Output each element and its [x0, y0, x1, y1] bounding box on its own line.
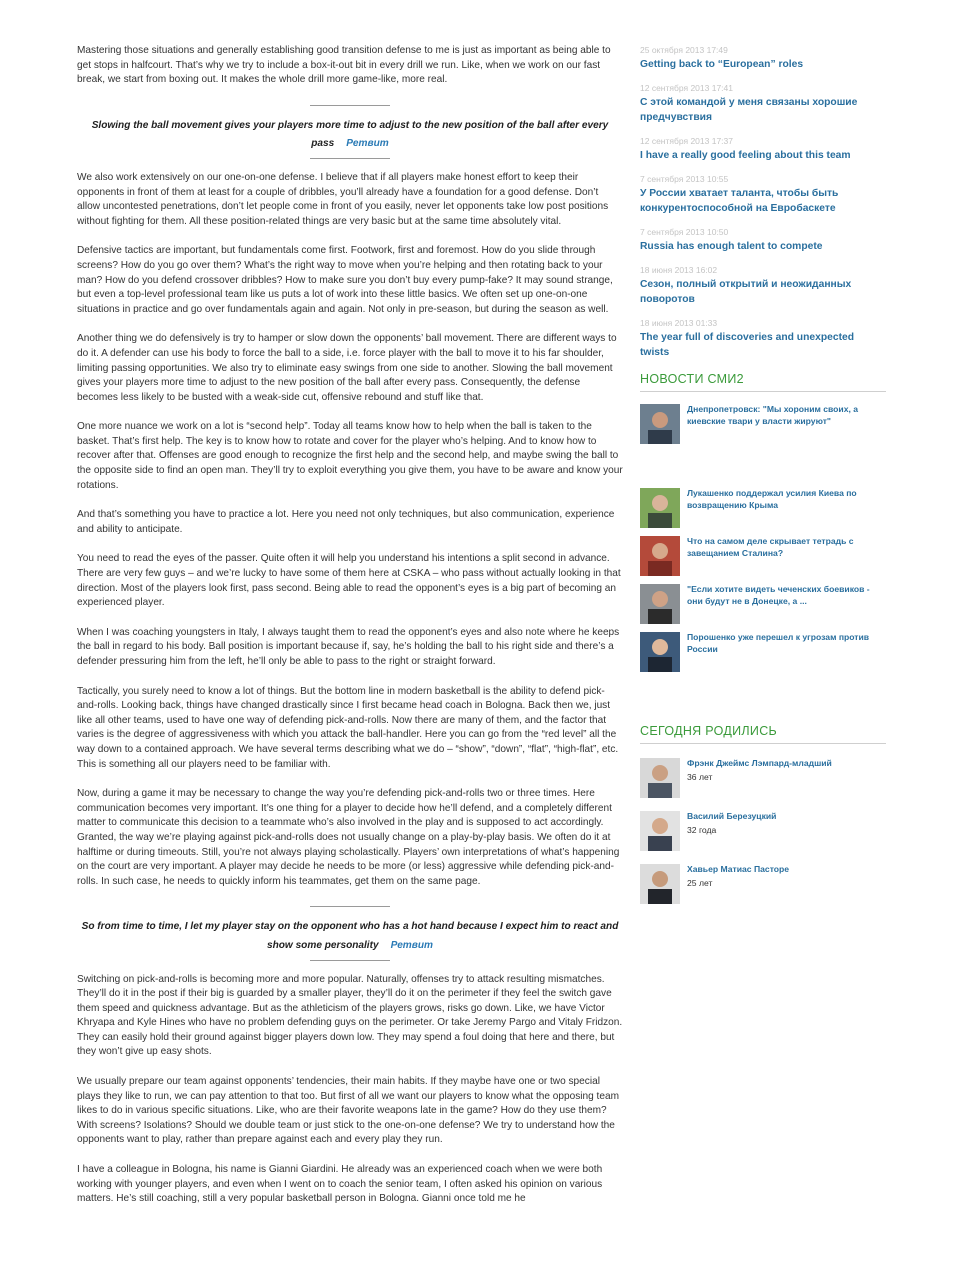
person-photo[interactable]	[640, 864, 680, 904]
news-title-link[interactable]: У России хватает таланта, чтобы быть конкурентоспособной на Евробаскете	[640, 188, 839, 214]
news-date: 25 октября 2013 17:49	[640, 45, 728, 55]
article-body	[77, 44, 623, 1222]
article-paragraph: Another thing we do defensively is try to hamper or slow down the opponents’ ball movement. There are different ways to do it. A defender can use his body to force the ball to a side, i.e. force player with the ball to move it to his far shoulder, limiting passing opportunities. We also try to eliminate easy swings from one side to another. Slowing the ball movement gives your players more time to adjust to the new position of the ball after every pass. Consequently, the defense becomes less likely to be busted with a weak-side cut, offensive rebound and stuff like that.	[77, 333, 617, 403]
news-title-link[interactable]: The year full of discoveries and unexpected twists	[640, 332, 855, 358]
news-date: 18 июня 2013 01:33	[640, 318, 718, 328]
article-paragraph: When I was coaching youngsters in Italy, I always taught them to read the opponent’s eyes and also note where he keeps the ball in regard to his body. Ball position is important because if, say, he’s holding the ball to his right side and there’s a defender pressuring him from the left, he’ll only be able to pass to the right or straight forward.	[77, 626, 620, 667]
sidebar	[640, 44, 886, 888]
article-paragraph: You need to read the eyes of the passer. Quite often it will help you understand his intentions a split second in advance. There are very few guys – and we’re lucky to have some of them here at CSKA – who pass without actually looking in that direction. Most of the players look first, pass second. Being able to read the opponent’s eyes is a big part of becoming an experienced player.	[77, 553, 621, 609]
news-thumbnail[interactable]	[640, 404, 680, 444]
article-paragraph: We usually prepare our team against opponents’ tendencies, their main habits. If they maybe have one or two special plays they like to run, we can pay attention to that too. But first of all we want our players to know what the opposing team likes to do in various specific situations. Like, who are their favorite weapons late in the game? How do they use them? With screens? Isolations? Should we double team or just stick to the one-on-one defense? We try to understand how the opponents want to play, rather than prepare against each and every play they run.	[77, 1076, 619, 1146]
news-item	[640, 44, 886, 72]
person-age: 36 лет	[687, 772, 713, 782]
smi2-title-link[interactable]: Лукашенко поддержал усилия Киева по возвращению Крыма	[687, 488, 857, 510]
smi2-title-link[interactable]: Что на самом деле скрывает тетрадь с завещанием Сталина?	[687, 536, 854, 558]
person-name-link[interactable]: Хавьер Матиас Пасторе	[687, 864, 790, 874]
news-item	[640, 173, 886, 216]
news-thumbnail[interactable]	[640, 488, 680, 528]
pull-quote	[77, 103, 623, 156]
smi2-title-link[interactable]: "Если хотите видеть чеченских боевиков - они будут не в Донецке, а ...	[687, 584, 870, 606]
news-item	[640, 264, 886, 307]
pull-quote-text: Slowing the ball movement gives your players more time to adjust to the new position of the ball after every pass	[91, 119, 609, 150]
news-title-link[interactable]: I have a really good feeling about this team	[640, 150, 851, 161]
article-paragraph: Now, during a game it may be necessary to change the way you’re defending pick-and-rolls two or three times. Here communication becomes very important. It’s one thing for a player to decide how he’ll defend, and a completely different matter to communicate this decision to a teammate who’s also involved in the play and is supposed to act accordingly. Granted, the way we’re playing against pick-and-rolls does not usually change on a play-by-play basis. We often do it at halftime or during timeouts. Still, you’re not always playing scholastically. Players’ own interpretations of what’s happening on the court are very important. A player may decide he needs to be more (or less) aggressive while defending pick-and-rolls. In such case, he needs to quickly inform his teammates, get them on the same page.	[77, 788, 620, 887]
person-name-link[interactable]: Фрэнк Джеймс Лэмпард-младший	[687, 758, 832, 768]
news-date: 18 июня 2013 16:02	[640, 265, 718, 275]
article-paragraph: Mastering those situations and generally establishing good transition defense to me is just as important as being able to get stops in halfcourt. That’s why we try to include a box-it-out bit in every drill we run. Like, when we work on our fast break, we start from boxing out. It makes the whole drill more game-like, more real.	[77, 45, 611, 86]
smi2-title-link[interactable]: Порошенко уже перешел к угрозам против России	[687, 632, 870, 654]
article-paragraph: And that’s something you have to practice a lot. Here you need not only techniques, but also communication, experience and ability to anticipate.	[77, 509, 615, 535]
pull-quote	[77, 904, 623, 957]
news-title-link[interactable]: Getting back to “European” roles	[640, 59, 804, 70]
news-date: 12 сентября 2013 17:37	[640, 136, 733, 146]
article-paragraph: I have a colleague in Bologna, his name is Gianni Giardini. He already was an experienced coach when we were both working with younger players, and even when I went on to coach the senior team, I often asked his opinion on various matters. He’s still coaching, still a very popular basketball person in Bologna. Gianni once told me he	[77, 1164, 603, 1205]
smi2-title-link[interactable]: Днепропетровск: "Мы хороним своих, а киевские твари у власти жируют"	[687, 404, 859, 426]
person-age: 32 года	[687, 825, 717, 835]
news-item	[640, 135, 886, 163]
news-thumbnail[interactable]	[640, 536, 680, 576]
news-date: 12 сентября 2013 17:41	[640, 83, 733, 93]
article-paragraph: Tactically, you surely need to know a lot of things. But the bottom line in modern basketball is the ability to defend pick-and-rolls. Looking back, things have changed drastically since I first became head coach in Bologna. Back then we, just like all other teams, used to have one way of defending pick-and-rolls. Now there are many of them, and the factor that varies is the degree of aggressiveness with which you attack the ball-handler. Here you can go from the “red level” all the way down to a contained approach. We have several terms describing what we do – “show”, “down”, “flat”, “high-flat”, etc. This is something all our players need to be familiar with.	[77, 685, 619, 770]
news-date: 7 сентября 2013 10:55	[640, 174, 729, 184]
article-paragraph: We also work extensively on our one-on-one defense. I believe that if all players make honest effort to keep their opponents in front of them at least for a couple of dribbles, you’ll already have a foundation for a good defense. Don’t allow uncontested penetrations, don’t let people come in front of you easily, never let opponents take low post positions without fighting for them. All these position-related things are very basic but at the same time absolutely vital.	[77, 171, 609, 227]
retweet-link[interactable]: Ретвит	[346, 138, 389, 150]
smi2-heading: НОВОСТИ СМИ2	[640, 372, 886, 392]
news-thumbnail[interactable]	[640, 584, 680, 624]
article-paragraph: Switching on pick-and-rolls is becoming more and more popular. Naturally, offenses try to attack resulting mismatches. They’ll do it in the post if their big is guarded by a smaller player, they’ll do it on the perimeter if they feel the switch gave them speed and quickness advantage. But as the athleticism of the players grows, risks go down. Like, we have Victor Khryapa and Kyle Hines who have no problem defending guys on the perimeter. Or take Jeremy Pargo and Vitaly Fridzon. They can easily hold their ground against bigger players down low. They may spend a foul doing that here and there, but they won’t give up easy shots.	[77, 973, 623, 1058]
births-heading: СЕГОДНЯ РОДИЛИСЬ	[640, 724, 886, 744]
person-age: 25 лет	[687, 878, 713, 888]
news-date: 7 сентября 2013 10:50	[640, 227, 729, 237]
article-paragraph: One more nuance we work on a lot is “second help”. Today all teams know how to help when the ball is taken to the basket. That’s first help. The key is to know how to rotate and cover for the player who’s helping. And to know how to recover after that. Offenses are good enough to recognize the first help and the second help, and maybe swing the ball to the opposite side to find an open man. They’ll try to exploit everything you give them, you have to be aware and know your rotations.	[77, 421, 623, 491]
news-item	[640, 317, 886, 360]
news-thumbnail[interactable]	[640, 632, 680, 672]
person-photo[interactable]	[640, 758, 680, 798]
news-title-link[interactable]: Сезон, полный открытий и неожиданных поворотов	[640, 279, 852, 305]
news-title-link[interactable]: С этой командой у меня связаны хорошие предчувствия	[640, 97, 858, 123]
pull-quote-text: So from time to time, I let my player stay on the opponent who has a hot hand because I expect him to react and show some personality	[81, 921, 619, 951]
news-item	[640, 82, 886, 125]
article-paragraph: Defensive tactics are important, but fundamentals come first. Footwork, first and foremost. How do you slide through screens? How do you go over them? What’s the right way to move when you’re helping and then rotating back to your man? How do you defend crossover dribbles? How to make sure you don’t buy every pump-fake? It may sound strange, but even a top-level professional team like us puts a lot of work into these little basics. We often set up one-on-one situations in practice and go over fundamentals again and again. Not only in pre-season, but during the season as well.	[77, 245, 613, 315]
news-title-link[interactable]: Russia has enough talent to compete	[640, 241, 823, 252]
person-name-link[interactable]: Василий Березуцкий	[687, 811, 777, 821]
retweet-link[interactable]: Ретвит	[390, 939, 434, 951]
news-item	[640, 226, 886, 254]
person-photo[interactable]	[640, 811, 680, 851]
